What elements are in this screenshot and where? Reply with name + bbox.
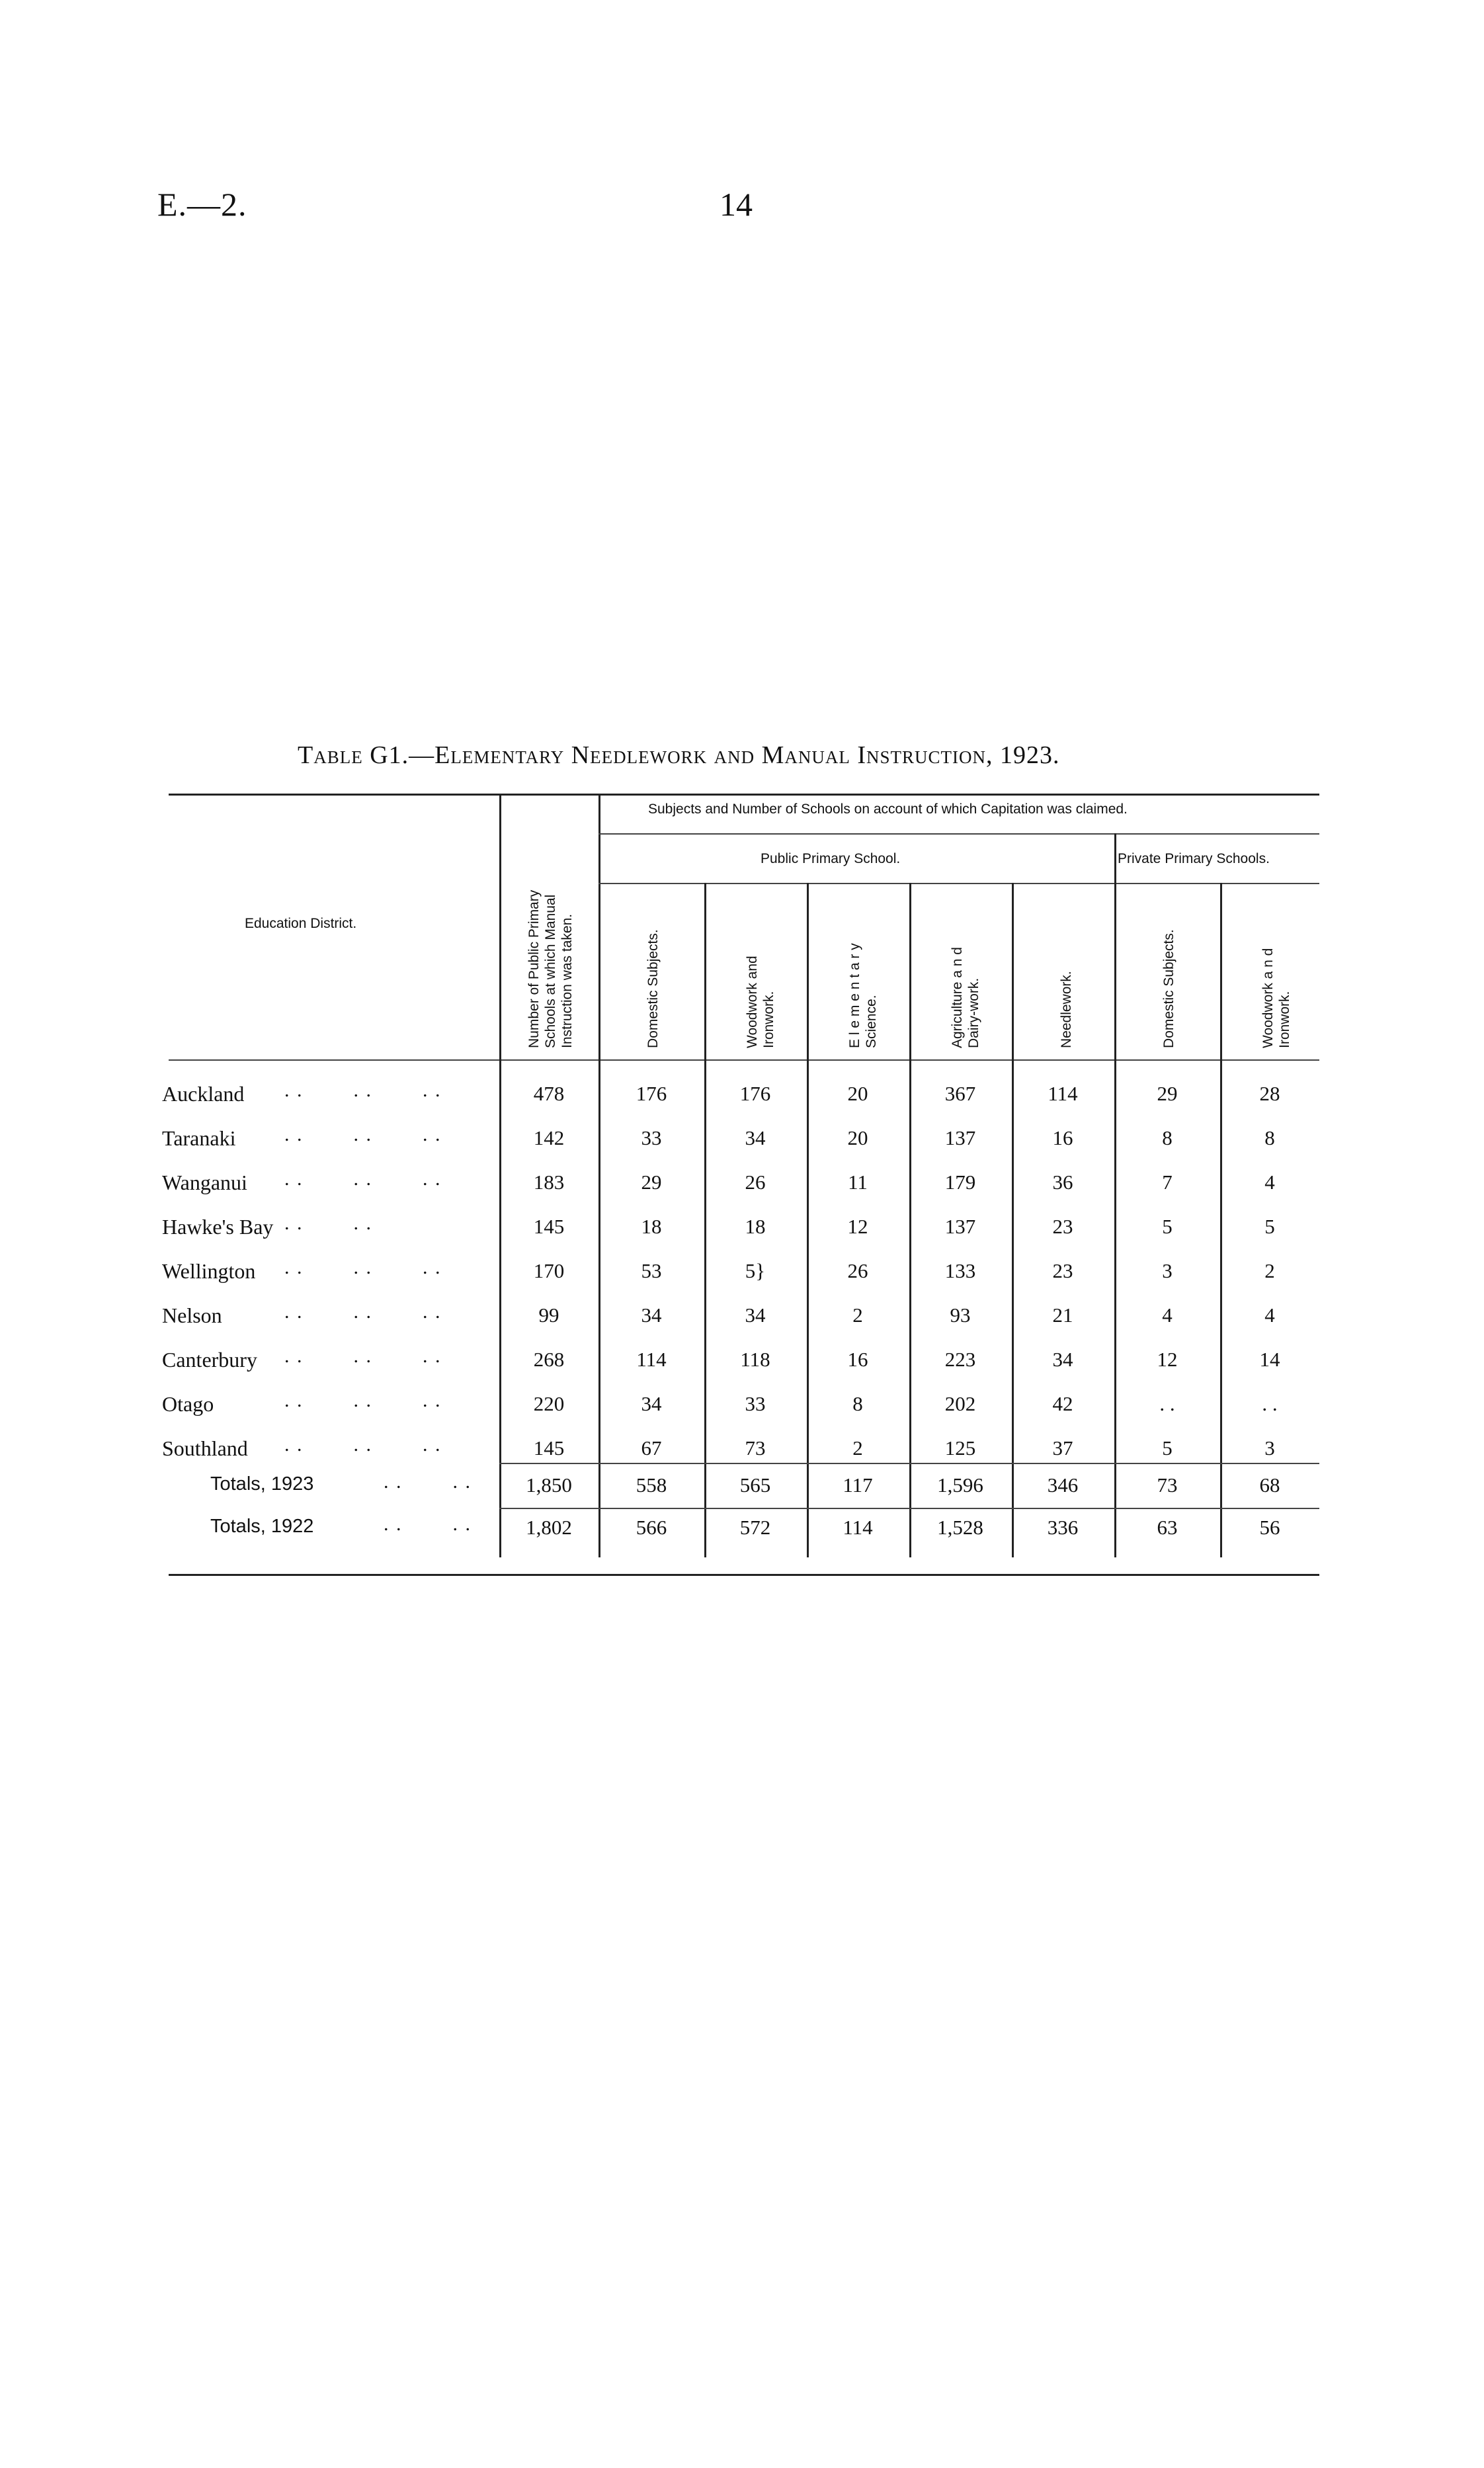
table-cell: 67 [641, 1436, 662, 1460]
table-cell: 478 [533, 1082, 565, 1105]
table-cell: 4 [1264, 1171, 1275, 1194]
subjects-group-header: Subjects and Number of Schools on account of which Capitation was claimed. [648, 802, 1128, 817]
table-cell: 566 [636, 1516, 667, 1539]
table-cell: 26 [745, 1171, 766, 1194]
table-cell: 117 [843, 1473, 873, 1497]
header-bottom-rule [169, 1059, 1319, 1061]
public-group-header: Public Primary School. [761, 851, 901, 866]
table-cell: 1,802 [526, 1516, 572, 1539]
district-name: Nelson [162, 1303, 222, 1327]
table-cell: 223 [944, 1348, 976, 1371]
table-cell: 8 [1162, 1126, 1173, 1149]
district-name: Canterbury [162, 1348, 257, 1372]
table-cell: 114 [1048, 1082, 1078, 1105]
table-cell: 53 [641, 1259, 662, 1282]
table-cell: 145 [533, 1436, 565, 1460]
table-cell: 73 [745, 1436, 766, 1460]
table-cell: 1,850 [526, 1473, 572, 1497]
table-cell: 125 [944, 1436, 976, 1460]
public-col-header-2: Woodwork and Ironwork. [745, 956, 776, 1048]
table-cell: 565 [739, 1473, 771, 1497]
table-cell: 56 [1259, 1516, 1280, 1539]
table-cell: . . [1262, 1392, 1278, 1415]
schools-count-line-2: Schools at which Manual [543, 894, 558, 1048]
table-cell: 16 [847, 1348, 868, 1371]
table-cell: 118 [740, 1348, 770, 1371]
totals-rule-2 [499, 1508, 1319, 1509]
table-cell: 176 [739, 1082, 771, 1105]
table-cell: 12 [847, 1215, 868, 1238]
table-title [298, 741, 1060, 770]
totals-label: Totals, 1923 [210, 1473, 314, 1495]
table-cell: 23 [1052, 1215, 1073, 1238]
table-cell: 63 [1157, 1516, 1178, 1539]
district-name: Southland [162, 1436, 248, 1460]
table-cell: 36 [1052, 1171, 1073, 1194]
table-cell: 18 [641, 1215, 662, 1238]
private-group-header: Private Primary Schools. [1118, 851, 1270, 866]
table-cell: 33 [745, 1392, 766, 1415]
leader-dots: . . . . . . [284, 1079, 442, 1101]
leader-dots: . . . . . . [284, 1389, 442, 1411]
table-cell: 2 [852, 1436, 863, 1460]
table-cell: 183 [533, 1171, 565, 1194]
table-cell: 12 [1157, 1348, 1178, 1371]
table-cell: 21 [1052, 1303, 1073, 1327]
page-code: E.—2. [157, 186, 247, 223]
public-col-header-3: E l e m e n t a r y Science. [847, 943, 879, 1048]
table-cell: 1,596 [937, 1473, 983, 1497]
table-cell: 145 [533, 1215, 565, 1238]
table-title-main: Elementary Needlework and Manual Instruction, [434, 741, 993, 769]
table-cell: 18 [745, 1215, 766, 1238]
table-cell: 137 [944, 1215, 976, 1238]
table-cell: 5} [745, 1259, 766, 1282]
public-col-header-1: Domestic Subjects. [645, 929, 661, 1048]
table-cell: 34 [641, 1392, 662, 1415]
district-name: Hawke's Bay [162, 1215, 274, 1239]
table-cell: 14 [1259, 1348, 1280, 1371]
table-cell: 11 [848, 1171, 868, 1194]
table-cell: 34 [1052, 1348, 1073, 1371]
table-cell: 8 [1264, 1126, 1275, 1149]
table-cell: 179 [944, 1171, 976, 1194]
col-sep-4 [1012, 883, 1014, 1557]
table-cell: 220 [533, 1392, 565, 1415]
table-cell: 34 [745, 1303, 766, 1327]
district-name: Taranaki [162, 1126, 236, 1150]
district-separator [499, 794, 501, 1557]
table-cell: 268 [533, 1348, 565, 1371]
table-cell: 20 [847, 1126, 868, 1149]
table-cell: 29 [1157, 1082, 1178, 1105]
leader-dots: . . . . [284, 1212, 372, 1234]
table-cell: 20 [847, 1082, 868, 1105]
table-cell: 137 [944, 1126, 976, 1149]
table-cell: 93 [950, 1303, 971, 1327]
table-title-year: 1923. [1000, 741, 1060, 769]
table-cell: 2 [852, 1303, 863, 1327]
totals-rule-1 [499, 1463, 1319, 1464]
table-cell: 336 [1047, 1516, 1079, 1539]
page-number: 14 [720, 186, 753, 223]
table-cell: 114 [843, 1516, 873, 1539]
leader-dots: . . . . [384, 1513, 472, 1535]
table-cell: 29 [641, 1171, 662, 1194]
table-cell: 367 [944, 1082, 976, 1105]
col-sep-5 [1114, 833, 1116, 1557]
table-cell: 170 [533, 1259, 565, 1282]
count-separator [598, 794, 600, 1557]
table-cell: 5 [1264, 1215, 1275, 1238]
table-cell: 99 [538, 1303, 559, 1327]
table-cell: 68 [1259, 1473, 1280, 1497]
district-name: Auckland [162, 1082, 245, 1106]
table-cell: 34 [641, 1303, 662, 1327]
table-cell: 133 [944, 1259, 976, 1282]
table-cell: 28 [1259, 1082, 1280, 1105]
table-cell: 16 [1052, 1126, 1073, 1149]
private-col-header-2: Woodwork a n d Ironwork. [1260, 948, 1292, 1048]
table-cell: 37 [1052, 1436, 1073, 1460]
top-rule [169, 794, 1319, 796]
bottom-rule [169, 1574, 1319, 1576]
table-cell: 4 [1162, 1303, 1173, 1327]
leader-dots: . . . . . . [284, 1345, 442, 1367]
leader-dots: . . . . . . [284, 1301, 442, 1323]
schools-count-line-3: Instruction was taken. [559, 913, 575, 1048]
table-title-prefix: Table G1.— [298, 741, 435, 769]
leader-dots: . . . . . . [284, 1256, 442, 1278]
table-cell: 1,528 [937, 1516, 983, 1539]
table-cell: 4 [1264, 1303, 1275, 1327]
leader-dots: . . . . . . [284, 1434, 442, 1456]
table-cell: 202 [944, 1392, 976, 1415]
leader-dots: . . . . . . [284, 1124, 442, 1145]
table-cell: 7 [1162, 1171, 1173, 1194]
district-name: Wellington [162, 1259, 256, 1283]
table-cell: 5 [1162, 1215, 1173, 1238]
table-cell: 114 [636, 1348, 667, 1371]
table-cell: 142 [533, 1126, 565, 1149]
leader-dots: . . . . [384, 1471, 472, 1493]
table-cell: 42 [1052, 1392, 1073, 1415]
table-cell: 572 [739, 1516, 771, 1539]
leader-dots: . . . . . . [284, 1168, 442, 1190]
subjects-rule [598, 833, 1319, 835]
district-name: Otago [162, 1392, 214, 1416]
totals-label: Totals, 1922 [210, 1516, 314, 1537]
group-rule [598, 883, 1319, 884]
table-cell: 3 [1264, 1436, 1275, 1460]
district-header: Education District. [245, 916, 357, 931]
col-sep-6 [1220, 883, 1222, 1557]
table-cell: 73 [1157, 1473, 1178, 1497]
district-name: Wanganui [162, 1171, 247, 1194]
table-cell: 2 [1264, 1259, 1275, 1282]
table-cell: 346 [1047, 1473, 1079, 1497]
schools-count-line-1: Number of Public Primary [526, 889, 542, 1048]
table-cell: 558 [636, 1473, 667, 1497]
table-cell: . . [1159, 1392, 1175, 1415]
table-cell: 3 [1162, 1259, 1173, 1282]
table-cell: 176 [636, 1082, 667, 1105]
col-sep-1 [704, 883, 706, 1557]
col-sep-3 [909, 883, 911, 1557]
col-sep-2 [807, 883, 809, 1557]
private-col-header-1: Domestic Subjects. [1161, 929, 1176, 1048]
table-cell: 5 [1162, 1436, 1173, 1460]
table-cell: 8 [852, 1392, 863, 1415]
table-cell: 34 [745, 1126, 766, 1149]
table-cell: 26 [847, 1259, 868, 1282]
table-cell: 23 [1052, 1259, 1073, 1282]
table-cell: 33 [641, 1126, 662, 1149]
public-col-header-4: Agriculture a n d Dairy-work. [950, 947, 981, 1048]
schools-count-header [526, 890, 575, 1048]
public-col-header-5: Needlework. [1059, 971, 1074, 1048]
